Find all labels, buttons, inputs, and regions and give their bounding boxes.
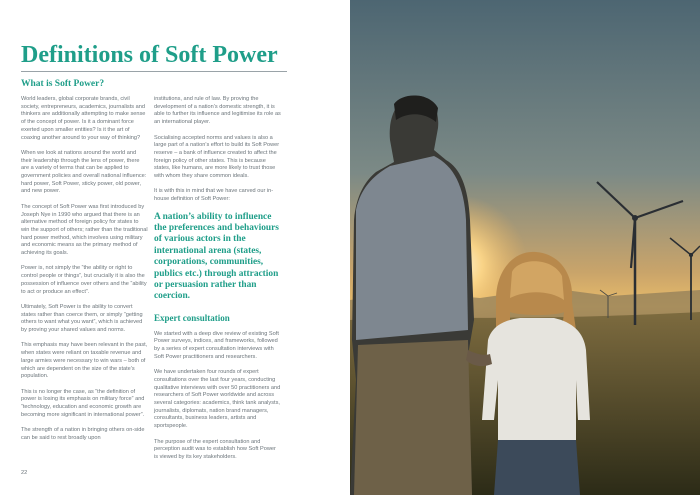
paragraph: World leaders, global corporate brands, civil society, entrepreneurs, academics, journalists and thinkers are additionally attempting to make sense of the concept of power. Is it a dominant force exerted upon smaller entities? Is it the art of coaxing another around to your way of thinking? xyxy=(21,96,146,141)
title-divider xyxy=(21,71,287,72)
paragraph: institutions, and rule of law. By proving the development of a nation’s domestic strength, it is able to further its influence and legitimise its role as an international player. xyxy=(154,96,281,126)
sunset-photo xyxy=(350,0,700,495)
paragraph: We have undertaken four rounds of expert consultations over the last four years, conducting qualitative interviews with over 50 practitioners and researchers of Soft Power worldwide and across several categories: academics, think tank analysts, journalists, diplomats, nation brand managers, consultants, business leaders, artists and sportspeople. xyxy=(154,369,281,430)
page-title: Definitions of Soft Power xyxy=(21,42,278,68)
paragraph: The strength of a nation in bringing others on-side can be said to rest broadly upon xyxy=(21,427,145,441)
paragraph: It is with this in mind that we have carved our in-house definition of Soft Power: xyxy=(154,188,274,203)
paragraph: When we look at nations around the world and their leadership through the lens of power, there are a variety of terms that can be applied to government policies and overall national influence: hard power, Soft Power, sticky power, old power, and new power. xyxy=(21,149,147,195)
page-number: 22 xyxy=(21,470,28,476)
subheading-expert-consultation: Expert consultation xyxy=(154,312,230,323)
pull-quote: A nation’s ability to influence the preferences and behaviours of various actors in the international arena (states, corporations, communities, publics etc.) through attraction or persuasion rather than coercion. xyxy=(154,211,279,302)
paragraph: This is no longer the case, as “the definition of power is losing its emphasis on military force” and “technology, education and economic growth are becoming more significant in international power”. xyxy=(21,388,145,418)
paragraph: We started with a deep dive review of existing Soft Power surveys, indices, and frameworks, followed by a series of expert consultation interviews with Soft Power practitioners and researchers. xyxy=(154,330,279,360)
photo-illustration xyxy=(350,0,700,495)
paragraph: Power is, not simply the “the ability or right to control people or things”, but crucially it is also the possession of influence over others and the “ability to act or produce an effect”. xyxy=(21,265,147,295)
paragraph: The concept of Soft Power was first introduced by Joseph Nye in 1990 who argued that there is an alternative method of foreign policy for states to win the support of others; rather than the traditional hard power method, which involves using military and economic means as the primary method of achieving its goals. xyxy=(21,203,148,257)
paragraph: The purpose of the expert consultation and perception audit was to establish how Soft Power is viewed by its key stakeholders. xyxy=(154,438,276,460)
paragraph: This emphasis may have been relevant in the past, when states were reliant on taxable revenue and large armies were necessary to win wars – both of which are dependent on the size of the state’s population. xyxy=(21,342,148,380)
right-column xyxy=(154,96,281,469)
paragraph: Ultimately, Soft Power is the ability to convert states rather than coerce them, or simply “getting others to want what you want”, which is achieved by proving your shared values and norms. xyxy=(21,303,143,334)
section-heading: What is Soft Power? xyxy=(21,79,105,89)
paragraph: Socialising accepted norms and values is also a large part of a nation’s effort to build its Soft Power reserve – a bank of influence created to affect the foreign policy of other states. This is because states, like humans, are more likely to trust those with whom they share common ideals. xyxy=(154,134,280,180)
left-column xyxy=(21,96,148,450)
